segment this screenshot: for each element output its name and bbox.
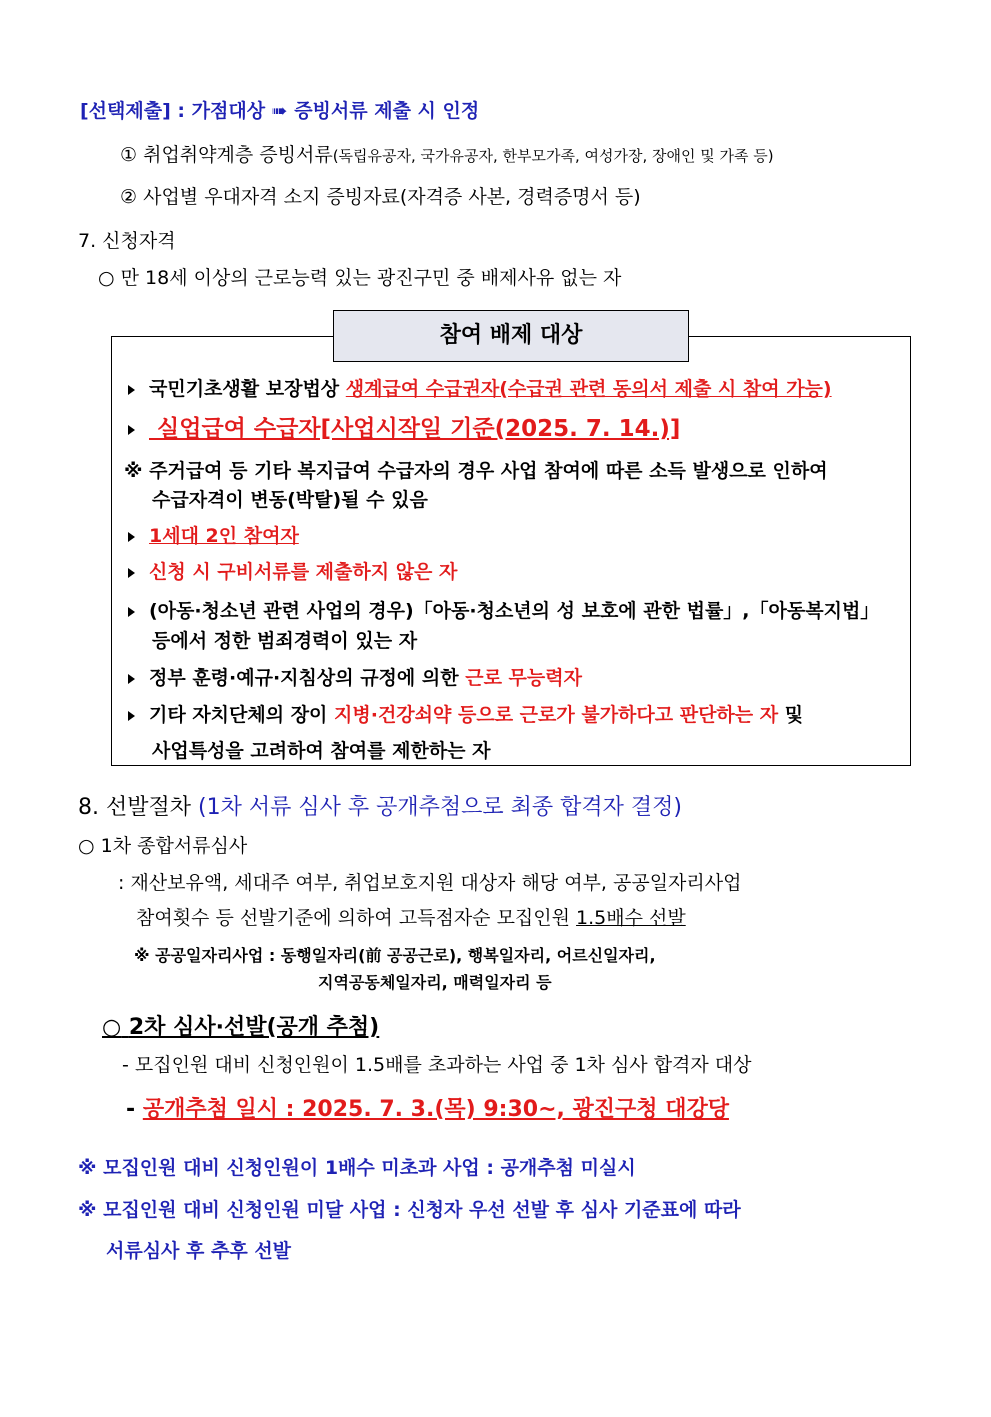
step-2-title: 2차 심사·선발(공개 추첨) [128, 1015, 380, 1040]
note-2-line-1: ※ 모집인원 대비 신청인원 미달 사업 : 신청자 우선 선발 후 심사 기준표에 따라 [78, 1199, 741, 1221]
lottery-schedule: 공개추첨 일시 : 2025. 7. 3.(목) 9:30~, 광진구청 대강당 [142, 1097, 729, 1122]
note-2-line-2: 서류심사 후 추후 선발 [106, 1240, 292, 1262]
triangle-bullet-icon [128, 711, 135, 721]
item-text: 정부 훈령·예규·지침상의 규정에 의한 [149, 667, 466, 689]
circle-bullet: ○ [102, 1015, 122, 1040]
item-number: ② [120, 186, 138, 208]
exclusion-item-5 [128, 596, 879, 623]
item-text: (아동·청소년 관련 사업의 경우)「아동·청소년의 성 보호에 관한 법률」,「아동복지법」 [149, 600, 880, 622]
step-1-note-1: ※ 공공일자리사업 : 동행일자리(前 공공근로), 행복일자리, 어르신일자리, [134, 946, 656, 965]
item-number: ① [120, 144, 138, 166]
selective-item-2 [120, 182, 641, 209]
exclusion-item-7 [128, 700, 803, 727]
item-highlight: 근로 무능력자 [465, 667, 582, 689]
note-line-1: 주거급여 등 기타 복지급여 수급자의 경우 사업 참여에 따른 소득 발생으로 인하여 [149, 460, 828, 482]
step-1-desc-1: : 재산보유액, 세대주 여부, 취업보호지원 대상자 해당 여부, 공공일자리사업 [118, 872, 742, 894]
exclusion-item-6 [128, 663, 582, 690]
item-highlight: 신청 시 구비서류를 제출하지 않은 자 [149, 561, 458, 583]
selective-label: [선택제출] [80, 100, 171, 122]
circle-bullet: ○ [98, 267, 115, 289]
section-8-title: 8. 선발절차 [78, 795, 191, 820]
item-text: 기타 자치단체의 장이 [149, 704, 335, 726]
item-text-end: 및 [778, 704, 804, 726]
triangle-bullet-icon [128, 385, 135, 395]
circle-bullet: ○ [78, 835, 95, 857]
item-highlight: 실업급여 수급자[사업시작일 기준(2025. 7. 14.)] [149, 416, 681, 442]
lottery-line [126, 1092, 729, 1123]
exclusion-item-5-line-2: 등에서 정한 범죄경력이 있는 자 [152, 630, 418, 652]
item-detail: (독립유공자, 국가유공자, 한부모가족, 여성가장, 장애인 및 가족 등) [332, 147, 774, 165]
exclusion-note-line-2: 수급자격이 변동(박탈)될 수 있음 [152, 489, 428, 511]
selective-heading [80, 96, 479, 123]
desc-highlight: 1.5배수 선발 [576, 907, 686, 929]
exclusion-note [124, 456, 828, 483]
section-7-requirement [98, 263, 621, 290]
selective-heading-text: : 가점대상 ➠ 증빙서류 제출 시 인정 [177, 100, 480, 122]
desc-text: 참여횟수 등 선발기준에 의하여 고득점자순 모집인원 [136, 907, 577, 929]
step-1-heading [78, 831, 247, 858]
triangle-bullet-icon [128, 568, 135, 578]
item-highlight: 지병·건강쇠약 등으로 근로가 불가하다고 판단하는 자 [334, 704, 779, 726]
triangle-bullet-icon [128, 425, 135, 435]
triangle-bullet-icon [128, 607, 135, 617]
exclusion-item-1 [128, 374, 832, 401]
item-highlight: 생계급여 수급권자(수급권 관련 동의서 제출 시 참여 가능) [345, 378, 832, 400]
step-2-heading [102, 1010, 379, 1041]
section-7-title: 7. 신청자격 [78, 230, 176, 252]
triangle-bullet-icon [128, 674, 135, 684]
step-1-title: 1차 종합서류심사 [100, 835, 248, 857]
item-text: 사업별 우대자격 소지 증빙자료(자격증 사본, 경력증명서 등) [143, 186, 641, 208]
section-8-subtitle: (1차 서류 심사 후 공개추첨으로 최종 합격자 결정) [198, 795, 682, 820]
triangle-bullet-icon [128, 532, 135, 542]
item-highlight: 1세대 2인 참여자 [149, 525, 299, 547]
step-2-desc: - 모집인원 대비 신청인원이 1.5배를 초과하는 사업 중 1차 심사 합격자 대상 [122, 1054, 752, 1076]
exclusion-item-7-line-2: 사업특성을 고려하여 참여를 제한하는 자 [152, 740, 491, 762]
note-mark: ※ [124, 460, 143, 482]
step-1-note-2: 지역공동체일자리, 매력일자리 등 [318, 973, 552, 992]
dash: - [126, 1097, 136, 1122]
item-main: 취업취약계층 증빙서류 [143, 144, 333, 166]
item-text: 국민기초생활 보장법상 [149, 378, 346, 400]
exclusion-item-4 [128, 557, 457, 584]
exclusion-item-2 [128, 410, 680, 443]
note-1: ※ 모집인원 대비 신청인원이 1배수 미초과 사업 : 공개추첨 미실시 [78, 1157, 636, 1179]
requirement-text: 만 18세 이상의 근로능력 있는 광진구민 중 배제사유 없는 자 [120, 267, 622, 289]
section-8-heading [78, 790, 682, 821]
exclusion-box-title: 참여 배제 대상 [333, 310, 689, 362]
step-1-desc-2 [136, 903, 686, 930]
exclusion-item-3 [128, 521, 299, 548]
selective-item-1 [120, 140, 774, 167]
